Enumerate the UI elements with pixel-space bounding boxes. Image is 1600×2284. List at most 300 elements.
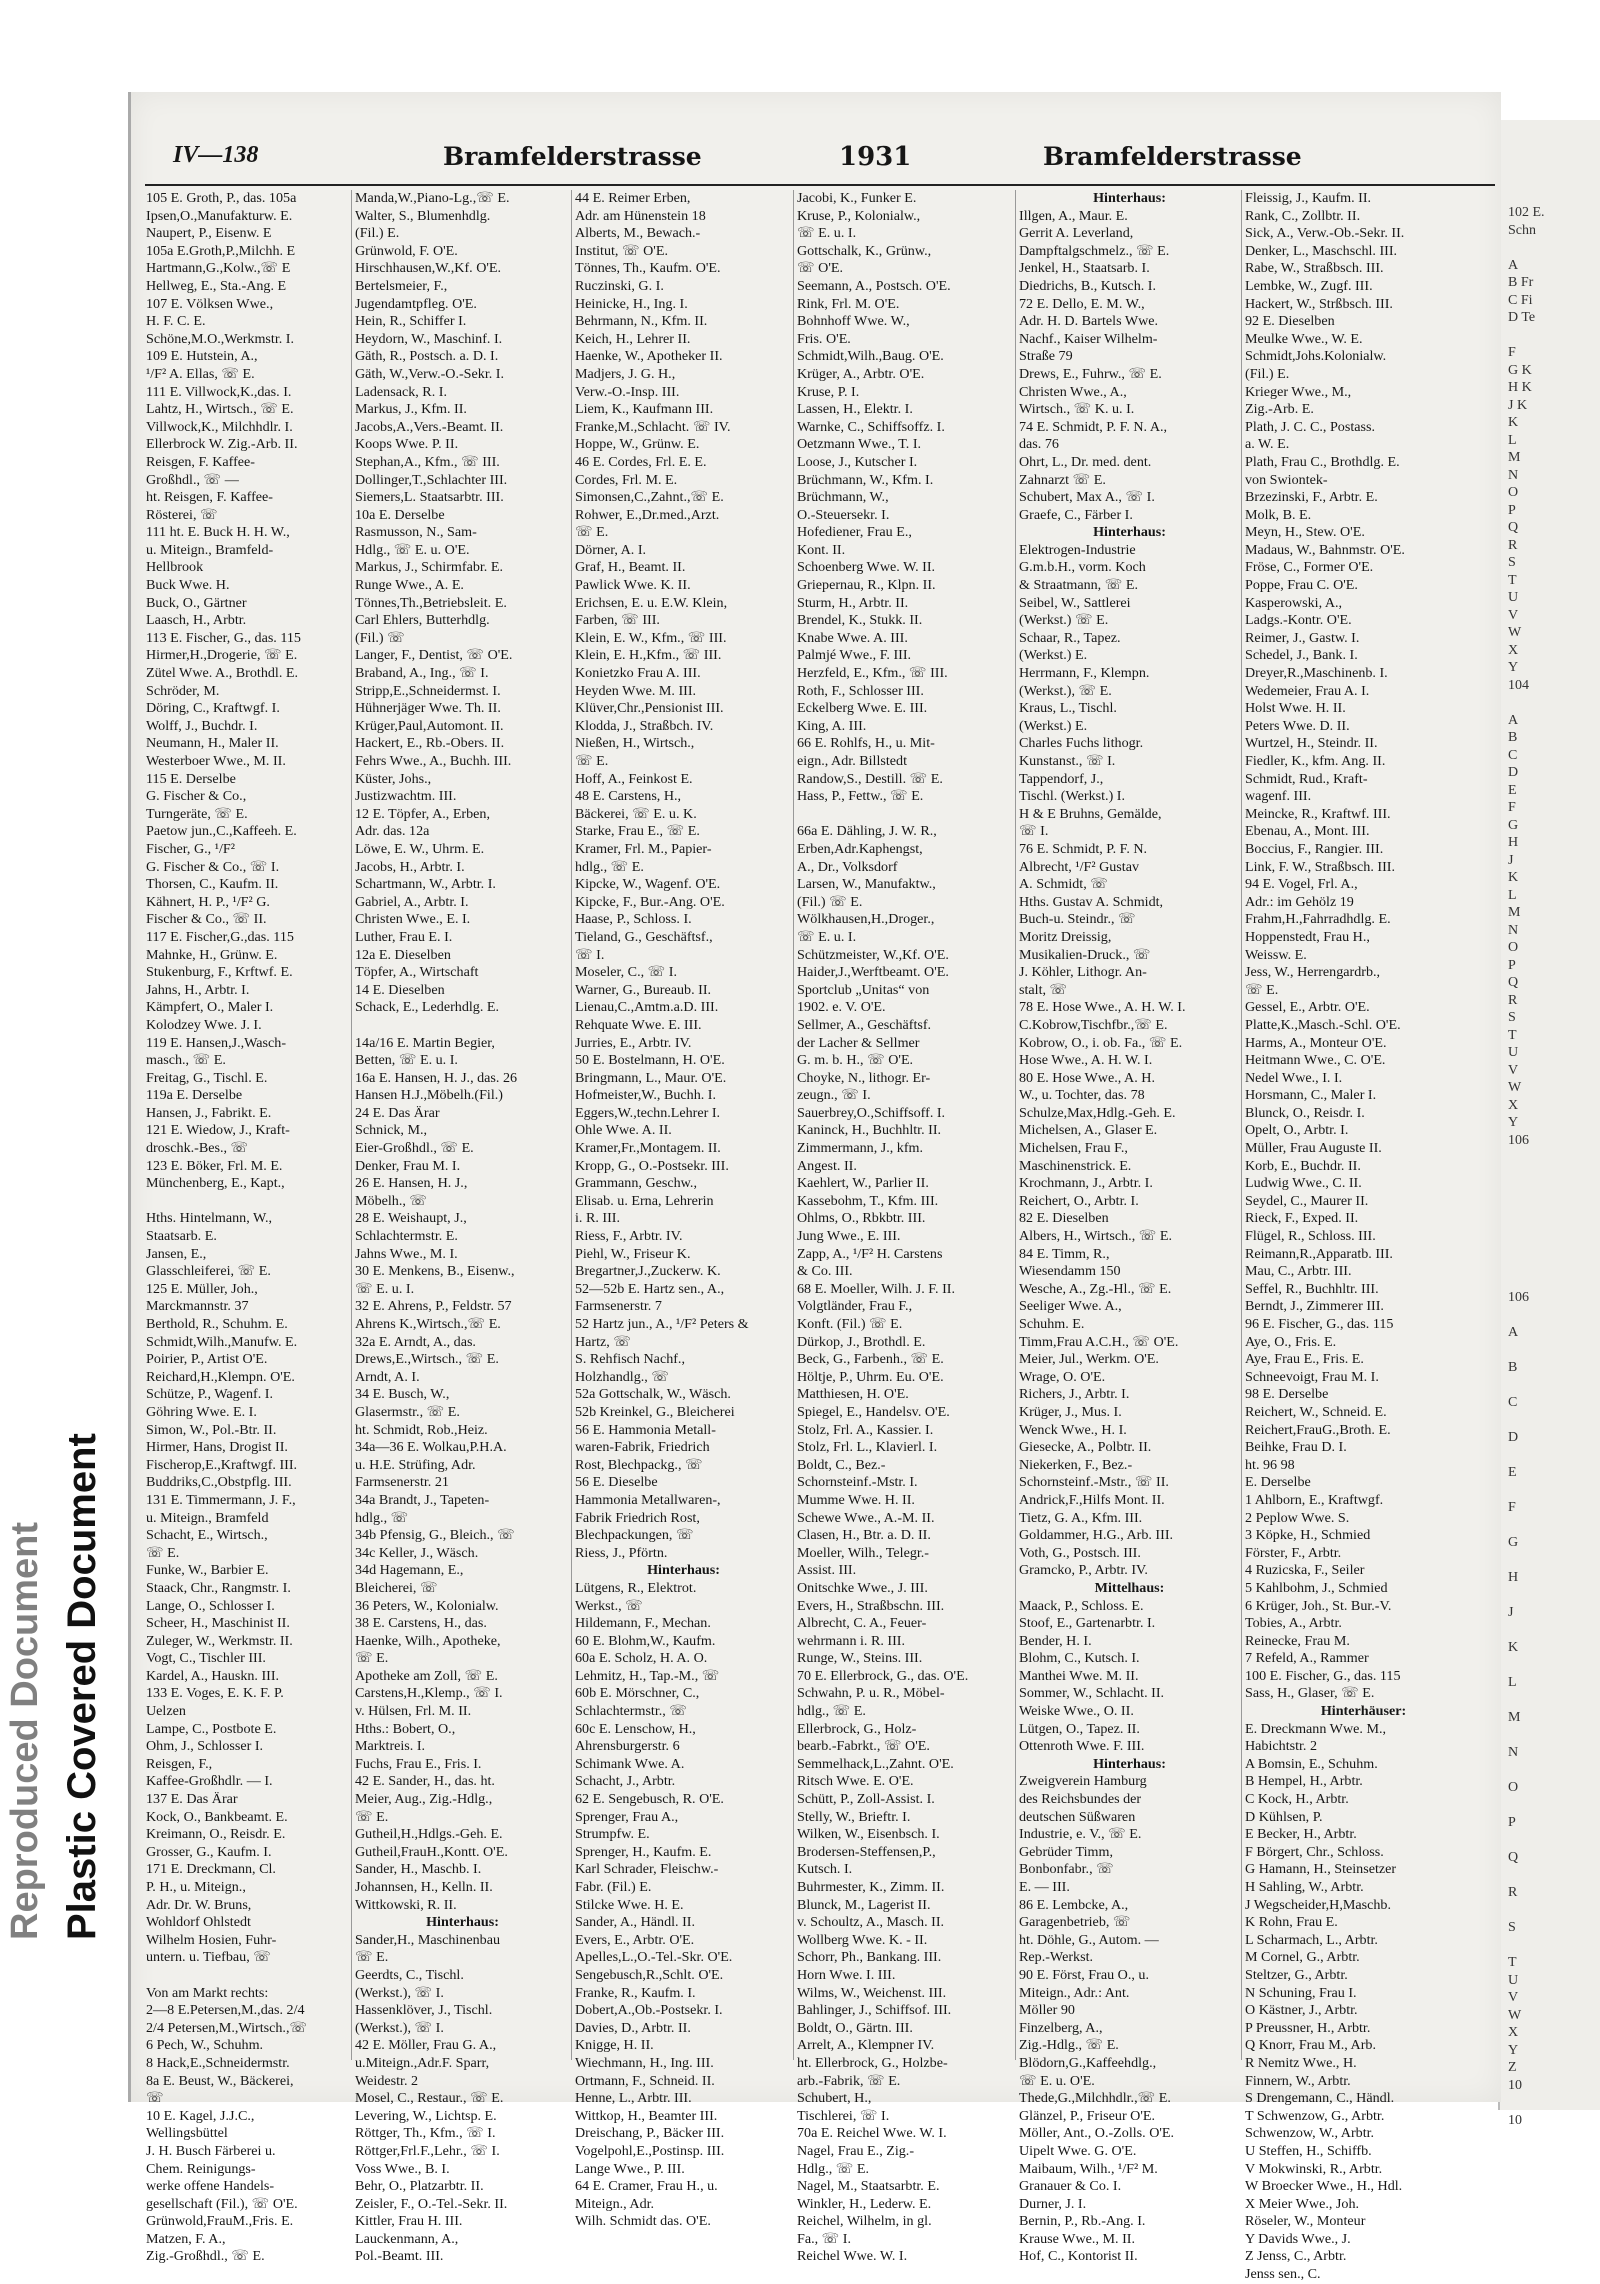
directory-entry: Stelly, W., Brieftr. I. (797, 1808, 911, 1825)
directory-entry: Neumann, H., Maler II. (146, 735, 279, 752)
directory-entry: G. Fischer & Co., (146, 788, 247, 805)
edge-entry: G (1508, 1535, 1519, 1550)
directory-entry: 96 E. Fischer, G., das. 115 (1245, 1316, 1394, 1332)
directory-entry: Andrick,F.,Hilfs Mont. II. (1019, 1491, 1165, 1508)
directory-entry: Jugendamtpfleg. O'E. (355, 295, 477, 312)
directory-entry: Meulke Wwe., W. E. (1245, 330, 1363, 347)
directory-entry: J. Köhler, Lithogr. An- (1019, 964, 1147, 981)
directory-entry: Klein, E. W., Kfm., ☏ III. (575, 629, 727, 646)
directory-entry: Kropp, G., O.-Postsekr. III. (575, 1157, 729, 1174)
directory-entry: Liem, K., Kaufmann III. (575, 401, 714, 418)
directory-entry: Brendel, K., Stukk. II. (797, 612, 923, 629)
edge-entry: 10 (1508, 2112, 1522, 2128)
directory-entry: E. Dreckmann Wwe. M., (1245, 1720, 1387, 1737)
directory-entry: Moseler, C., ☏ I. (575, 964, 678, 981)
directory-entry: Erben,Adr.Kaphengst, (797, 840, 923, 857)
directory-entry: Matzen, F. A., (146, 2230, 226, 2247)
edge-entry: S (1508, 555, 1516, 570)
directory-entry: Ohle Wwe. A. II. (575, 1122, 672, 1139)
directory-entry: Eckelberg Wwe. E. III. (797, 700, 928, 717)
directory-entry: 16a E. Hansen, H. J., das. 26 (355, 1069, 518, 1086)
directory-column-1 (143, 190, 349, 2265)
directory-entry: Evers, H., Straßbschn. III. (797, 1597, 945, 1614)
directory-entry: Kruse, P. I. (797, 383, 860, 400)
directory-entry: Röttger,Frl.F.,Lehr., ☏ I. (355, 2142, 500, 2159)
directory-entry: Niekerken, F., Bez.- (1019, 1456, 1133, 1473)
edge-entry: 102 E. (1508, 205, 1545, 220)
directory-entry: Behr, O., Platzarbtr. II. (355, 2178, 484, 2195)
directory-entry: Illgen, A., Maur. E. (1019, 207, 1128, 224)
directory-entry: Sander, H., Maschb. I. (355, 1861, 482, 1878)
edge-entry: H (1508, 1570, 1519, 1585)
directory-entry: 34a Brandt, J., Tapeten- (355, 1491, 490, 1508)
directory-entry: Möbelh., ☏ (355, 1192, 428, 1209)
directory-entry: Funke, W., Barbier E. (146, 1562, 269, 1579)
directory-entry: Seeliger Wwe. A., (1019, 1298, 1122, 1315)
directory-entry: 90 E. Först, Frau O., u. (1019, 1966, 1149, 1983)
directory-entry: ht. Reisgen, F. Kaffee- (146, 489, 273, 506)
directory-entry: Hoppenstedt, Frau H., (1245, 928, 1370, 945)
directory-entry: Stilcke Wwe. H. E. (575, 1896, 684, 1913)
directory-entry: (Werkst.), ☏ I. (355, 1984, 444, 2001)
directory-entry: G. Fischer & Co., ☏ I. (146, 858, 280, 875)
edge-entry (1508, 1184, 1598, 1202)
directory-entry: Brüchmann, W., Kfm. I. (797, 471, 934, 488)
directory-entry: Göhring Wwe. E. I. (146, 1403, 257, 1420)
directory-entry: ht. 96 98 (1245, 1456, 1295, 1473)
edge-entry: B (1508, 1360, 1518, 1375)
directory-entry: Blödorn,G.,Kaffeehdlg., (1019, 2054, 1157, 2071)
directory-entry: 38 E. Carstens, H., das. (355, 1615, 487, 1632)
edge-entry: T (1508, 572, 1517, 588)
directory-entry: Küster, Johs., (355, 770, 432, 787)
directory-entry: Ohm, J., Schlosser I. (146, 1738, 264, 1755)
directory-entry: Angest. II. (797, 1157, 857, 1174)
directory-entry: Albers, H., Wirtsch., ☏ E. (1019, 1228, 1173, 1245)
directory-entry: Rep.-Werkst. (1019, 1949, 1094, 1966)
directory-entry: Weiske Wwe., O. II. (1019, 1703, 1134, 1720)
directory-entry: Sportclub „Unitas“ von (797, 981, 930, 998)
directory-entry: Matthiesen, H. O'E. (797, 1386, 909, 1403)
directory-entry: Haase, P., Schloss. I. (575, 911, 692, 928)
directory-entry: H Sahling, W., Arbtr. (1245, 1879, 1364, 1895)
directory-entry: Wedemeier, Frau A. I. (1245, 682, 1370, 699)
directory-entry: R Nemitz Wwe., H. (1245, 2054, 1357, 2071)
directory-entry: waren-Fabrik, Friedrich (575, 1439, 710, 1456)
edge-entry: Q (1508, 1850, 1519, 1865)
edge-entry (1508, 1587, 1598, 1605)
edge-entry (1508, 239, 1598, 257)
directory-entry: Hirmer, Hans, Drogist II. (146, 1439, 288, 1456)
directory-entry: Dreischang, P., Bäcker III. (575, 2125, 725, 2142)
directory-entry: 36 Peters, W., Kolonialw. (355, 1597, 499, 1614)
directory-entry: Platte,K.,Masch.-Schl. O'E. (1245, 1016, 1401, 1033)
directory-entry: 52—52b E. Hartz sen., A., (575, 1280, 725, 1297)
directory-entry: Blunck, O., Reisdr. I. (1245, 1104, 1365, 1121)
directory-entry: Warner, G., Bureaub. II. (575, 981, 712, 998)
directory-entry: Schacht, E., Wirtsch., (146, 1527, 268, 1544)
directory-entry: Boldt, O., Gärtn. III. (797, 2019, 913, 2036)
directory-entry: Hose Wwe., A. H. W. I. (1019, 1052, 1153, 1069)
directory-entry: Uipelt Wwe. G. O'E. (1019, 2142, 1137, 2159)
directory-entry: Heitmann Wwe., C. O'E. (1245, 1052, 1386, 1069)
directory-entry: Spiegel, E., Handelsv. O'E. (797, 1403, 950, 1420)
directory-entry: Wilh. Schmidt das. O'E. (575, 2213, 711, 2230)
directory-entry: Hansen, J., Fabrikt. E. (146, 1104, 272, 1121)
directory-entry: Behrmann, N., Kfm. II. (575, 313, 708, 330)
directory-entry: Zig.-Arb. E. (1245, 401, 1314, 418)
edge-entry (1508, 1692, 1598, 1710)
directory-entry: U Steffen, H., Schiffb. (1245, 2142, 1372, 2159)
directory-entry: Davies, D., Arbtr. II. (575, 2019, 691, 2036)
directory-entry: 1 Ahlborn, E., Kraftwgf. (1245, 1491, 1384, 1508)
edge-entry: Schn (1508, 222, 1536, 238)
directory-entry: Fabr. (Fil.) E. (575, 1879, 652, 1895)
directory-column-2 (351, 190, 570, 2265)
directory-entry: Sengebusch,R.,Schlt. O'E. (575, 1966, 724, 1983)
directory-entry: 60 E. Blohm,W., Kaufm. (575, 1632, 716, 1649)
directory-entry: Holzhandlg., ☏ (575, 1368, 669, 1385)
directory-entry: Sick, A., Verw.-Ob.-Sekr. II. (1245, 225, 1405, 242)
edge-entry: Y (1508, 660, 1519, 675)
edge-entry: N (1508, 922, 1519, 938)
directory-entry: u. Miteign., Bramfeld (146, 1509, 269, 1526)
directory-entry: Kolodzey Wwe. J. I. (146, 1016, 262, 1033)
edge-entry: K (1508, 415, 1519, 430)
directory-entry: Rehquate Wwe. E. III. (575, 1016, 702, 1033)
directory-entry: Wolff, J., Buchdr. I. (146, 717, 258, 734)
directory-entry: Simon, W., Pol.-Btr. II. (146, 1421, 277, 1438)
directory-entry: Oetzmann Wwe., T. I. (797, 436, 922, 453)
directory-entry: Stolz, Frl. A., Kassier. I. (797, 1421, 934, 1438)
directory-entry: Rank, C., Zollbtr. II. (1245, 207, 1361, 224)
directory-entry: Schoenberg Wwe. W. II. (797, 559, 936, 576)
binder-label (4, 1180, 139, 1940)
directory-entry: Hellweg, E., Sta.-Ang. E (146, 277, 287, 294)
directory-entry: u. Miteign., Bramfeld- (146, 541, 274, 558)
directory-entry: 115 E. Derselbe (146, 770, 236, 787)
directory-entry: Gessel, E., Arbtr. O'E. (1245, 999, 1370, 1016)
directory-entry: Förster, F., Arbtr. (1245, 1544, 1342, 1561)
edge-entry: U (1508, 590, 1519, 605)
edge-entry: W (1508, 2007, 1522, 2023)
directory-entry: Buck Wwe. H. (146, 577, 230, 594)
edge-entry: U (1508, 1045, 1519, 1060)
directory-entry: Kramer,Fr.,Montagem. II. (575, 1140, 721, 1157)
directory-entry: Eier-Großhdl., ☏ E. (355, 1140, 474, 1157)
directory-entry: ht. Döhle, G., Autom. — (1019, 1931, 1159, 1948)
edge-entry: V (1508, 1990, 1519, 2005)
directory-entry: 133 E. Voges, E. K. F. P. (146, 1685, 284, 1702)
directory-entry: u.Miteign.,Adr.F. Sparr, (355, 2054, 490, 2071)
directory-entry: Seydel, C., Maurer II. (1245, 1192, 1369, 1209)
section-heading: Hinterhaus: (1093, 1755, 1166, 1772)
directory-entry: Gutheil,H.,Hdlgs.-Geh. E. (355, 1826, 503, 1843)
directory-entry: Reinecke, Frau M. (1245, 1632, 1350, 1649)
edge-entry: T (1508, 1955, 1517, 1970)
directory-entry: Staatsarb. E. (146, 1228, 217, 1245)
directory-entry: a. W. E. (1245, 436, 1290, 453)
directory-entry: Rohwer, E.,Dr.med.,Arzt. (575, 506, 720, 523)
directory-entry: A., Dr., Volksdorf (797, 858, 898, 875)
directory-entry: Levering, W., Lichtsp. E. (355, 2107, 497, 2124)
directory-entry: Jacobi, K., Funker E. (797, 190, 917, 206)
edge-entry: R (1508, 537, 1518, 553)
directory-entry: Buddriks,C.,Obstpflg. III. (146, 1474, 292, 1491)
directory-entry: Tobies, A., Arbtr. (1245, 1615, 1342, 1632)
directory-entry: Franke,M.,Schlacht. ☏ IV. (575, 418, 731, 435)
directory-entry: Hths. Gustav A. Schmidt, (1019, 893, 1164, 910)
directory-entry: Madjers, J. G. H., (575, 365, 676, 382)
directory-entry: Schröder, M. (146, 682, 220, 699)
edge-entry: C Fi (1508, 292, 1533, 308)
directory-entry: Hackert, E., Rb.-Obers. II. (355, 735, 505, 752)
directory-entry: Wirtsch., ☏ K. u. I. (1019, 401, 1135, 418)
directory-entry: S Drengemann, C., Händl. (1245, 2090, 1395, 2107)
edge-entry (1508, 1377, 1598, 1395)
directory-entry: Musikalien-Druck., ☏ (1019, 946, 1151, 963)
directory-entry: Fa., ☏ I. (797, 2230, 852, 2247)
directory-entry: Krochmann, J., Arbtr. I. (1019, 1175, 1153, 1192)
directory-entry: Larsen, W., Manufaktw., (797, 876, 936, 893)
directory-entry: Marktreis. I. (355, 1738, 426, 1755)
edge-entry: V (1508, 1062, 1519, 1078)
directory-entry: (Fil.) ☏ (355, 629, 405, 646)
directory-entry: Wohldorf Ohlstedt (146, 1914, 251, 1931)
directory-entry: O.-Steuersekr. I. (797, 506, 890, 523)
directory-entry: Semmelhack,L.,Zahnt. O'E. (797, 1755, 954, 1772)
directory-entry: Blohm, C., Kutsch. I. (1019, 1650, 1140, 1667)
directory-entry: Zweigverein Hamburg (1019, 1773, 1147, 1790)
edge-entry: L (1508, 1675, 1517, 1690)
directory-entry: Hofmeister,W., Buchh. I. (575, 1087, 716, 1104)
directory-entry: Hassenklöver, J., Tischl. (355, 2002, 493, 2019)
directory-entry: Hof, C., Kontorist II. (1019, 2248, 1138, 2265)
directory-entry: Wenck Wwe., H. I. (1019, 1421, 1127, 1438)
directory-entry: Knabe Wwe. A. III. (797, 629, 908, 646)
year: 1931 (839, 142, 912, 172)
directory-entry: Bohnhoff Wwe. W., (797, 313, 910, 330)
directory-entry: Vogt, C., Tischler III. (146, 1650, 266, 1667)
directory-entry: ☏ E. (355, 1808, 389, 1825)
directory-entry: Dörner, A. I. (575, 541, 647, 558)
directory-entry: das. 76 (1019, 436, 1059, 453)
directory-entry: Tietz, G. A., Kfm. III. (1019, 1509, 1143, 1526)
directory-entry: Bäckerei, ☏ E. u. K. (575, 805, 697, 822)
directory-entry: Haenke, Wilh., Apotheke, (355, 1632, 501, 1649)
directory-entry: G. m. b. H., ☏ O'E. (797, 1052, 914, 1069)
directory-entry: Haider,J.,Werftbeamt. O'E. (797, 964, 949, 981)
directory-entry: Simonsen,C.,Zahnt.,☏ E. (575, 489, 724, 506)
directory-entry: (Werkst.) ☏ E. (1019, 612, 1109, 629)
directory-entry: Zapp, A., ¹/F² H. Carstens (797, 1245, 943, 1262)
directory-entry: Schützmeister, W.,Kf. O'E. (797, 946, 949, 963)
directory-entry: Gäth, R., Postsch. a. D. I. (355, 348, 499, 365)
street-name-left: Bramfelderstrasse (443, 142, 702, 171)
directory-entry: Großhdl., ☏ — (146, 471, 239, 488)
directory-entry: Christen Wwe., E. I. (355, 911, 471, 928)
directory-entry: 2—8 E.Petersen,M.,das. 2/4 (146, 2002, 305, 2019)
directory-entry: Knigge, H. II. (575, 2037, 654, 2054)
directory-entry: Schornsteinf.-Mstr., ☏ II. (1019, 1474, 1169, 1491)
directory-entry: Schimank Wwe. A. (575, 1755, 685, 1772)
directory-entry: 34b Pfensig, G., Bleich., ☏ (355, 1527, 515, 1544)
edge-entry (1508, 1867, 1598, 1885)
directory-entry: 42 E. Sander, H., das. ht. (355, 1773, 495, 1790)
directory-entry: Kraus, L., Tischl. (1019, 700, 1117, 717)
edge-entry: A (1508, 257, 1519, 273)
directory-entry (143, 1193, 349, 1211)
directory-entry: Zuleger, W., Werkmstr. II. (146, 1632, 293, 1649)
directory-entry: hdlg., ☏ E. (797, 1703, 866, 1720)
directory-entry: Reisgen, F., (146, 1755, 213, 1772)
directory-entry: Charles Fuchs lithogr. (1019, 735, 1144, 752)
directory-entry: Schubert, Max A., ☏ I. (1019, 489, 1155, 506)
edge-entry: W (1508, 625, 1522, 640)
directory-entry: Farben, ☏ III. (575, 612, 660, 629)
directory-entry: Staack, Chr., Rangmstr. I. (146, 1579, 291, 1596)
directory-entry: Paetow jun.,C.,Kaffeeh. E. (146, 823, 297, 840)
directory-entry: deutschen Süßwaren (1019, 1808, 1136, 1825)
directory-entry: Apotheke am Zoll, ☏ E. (355, 1667, 498, 1684)
edge-entry (1508, 1412, 1598, 1430)
edge-entry (1508, 1727, 1598, 1745)
directory-entry: 60a E. Scholz, H. A. O. (575, 1650, 708, 1667)
directory-entry: Möller 90 (1019, 2002, 1075, 2019)
directory-entry: D Kühlsen, P. (1245, 1808, 1323, 1825)
directory-entry: Moritz Dreissig, (1019, 928, 1112, 945)
directory-entry: Buch-u. Steindr., ☏ (1019, 911, 1136, 928)
directory-entry: Industrie, e. V., ☏ E. (1019, 1826, 1142, 1843)
directory-entry: Turngeräte, ☏ E. (146, 805, 248, 822)
directory-entry: Kont. II. (797, 541, 846, 558)
directory-entry: Hansen H.J.,Möbelh.(Fil.) (355, 1087, 503, 1104)
directory-entry: 80 E. Hose Wwe., A. H. (1019, 1069, 1155, 1086)
directory-entry: 12a E. Dieselben (355, 946, 451, 963)
directory-entry: Jenkel, H., Staatsarb. I. (1019, 260, 1150, 277)
directory-entry: Ipsen,O.,Manufakturw. E. (146, 207, 293, 224)
page-number: IV—138 (173, 142, 259, 168)
directory-entry: Sass, H., Glaser, ☏ E. (1245, 1685, 1375, 1702)
directory-entry: 14a/16 E. Martin Begier, (355, 1034, 495, 1051)
directory-entry: Finzelberg, A., (1019, 2019, 1103, 2036)
directory-column-4 (793, 190, 1014, 2265)
edge-entry (1508, 1622, 1598, 1640)
directory-entry: 171 E. Dreckmann, Cl. (146, 1861, 276, 1878)
directory-entry: 94 E. Vogel, Frl. A., (1245, 876, 1358, 893)
directory-entry: Heydorn, W., Maschinf. I. (355, 330, 503, 347)
directory-entry: Diedrichs, B., Kutsch. I. (1019, 277, 1157, 294)
directory-entry: von Swiontek- (1245, 471, 1328, 488)
directory-entry: Betten, ☏ E. u. I. (355, 1052, 458, 1069)
directory-entry: 2 Peplow Wwe. S. (1245, 1509, 1350, 1526)
directory-entry: ☏ E. u. O'E. (1019, 2072, 1095, 2089)
directory-entry: Maack, P., Schloss. E. (1019, 1597, 1144, 1614)
directory-entry: F Börgert, Chr., Schloss. (1245, 1843, 1384, 1860)
directory-entry: Schwenzow, W., Arbtr. (1245, 2125, 1375, 2142)
edge-entry (1508, 1832, 1598, 1850)
directory-entry: Zimmermann, J., kfm. (797, 1140, 924, 1157)
directory-entry: 98 E. Derselbe (1245, 1386, 1329, 1403)
directory-entry: Roth, F., Schlosser III. (797, 682, 924, 699)
directory-entry: 34c Keller, J., Wäsch. (355, 1544, 479, 1561)
directory-entry: Möller, Ant., O.-Zolls. O'E. (1019, 2125, 1175, 2142)
directory-entry: Strumpfw. E. (575, 1826, 650, 1843)
directory-entry: Tönnes,Th.,Betriebsleit. E. (355, 594, 507, 611)
edge-entry: H K (1508, 380, 1532, 395)
directory-entry: Assist. III. (797, 1562, 857, 1579)
directory-entry: gesellschaft (Fil.), ☏ O'E. (146, 2195, 298, 2212)
directory-entry: ☏ I. (1019, 823, 1049, 840)
directory-entry: 74 E. Schmidt, P. F. N. A., (1019, 418, 1168, 435)
edge-entry: L (1508, 887, 1517, 903)
edge-entry (1508, 1657, 1598, 1675)
directory-entry: 86 E. Lembcke, A., (1019, 1896, 1129, 1913)
directory-entry: O Kästner, J., Arbtr. (1245, 2002, 1358, 2019)
directory-entry: Habichtstr. 2 (1245, 1738, 1318, 1755)
directory-entry: Lahtz, H., Wirtsch., ☏ E. (146, 401, 294, 418)
edge-entry: J (1508, 852, 1514, 868)
directory-entry: Giesecke, A., Polbtr. II. (1019, 1439, 1152, 1456)
directory-entry: Hoppe, W., Grünw. E. (575, 436, 700, 453)
directory-entry: Dreyer,R.,Maschinenb. I. (1245, 665, 1388, 682)
directory-entry: Töpfer, A., Wirtschaft (355, 964, 479, 981)
directory-entry: Nießen, H., Wirtsch., (575, 735, 695, 752)
directory-column-6 (1241, 190, 1482, 2283)
directory-entry: Adr. H. D. Bartels Wwe. (1019, 313, 1159, 330)
directory-entry: (Fil.) ☏ E. (797, 893, 863, 910)
directory-entry: Gramcko, P., Arbtr. IV. (1019, 1562, 1148, 1579)
directory-entry: Riess, J., Pförtn. (575, 1544, 668, 1561)
directory-entry: 92 E. Dieselben (1245, 313, 1335, 330)
directory-entry: Kreimann, O., Reisdr. E. (146, 1826, 286, 1843)
street-name-right: Bramfelderstrasse (1043, 142, 1302, 171)
directory-entry: Durner, J. I. (1019, 2195, 1087, 2212)
directory-entry: Runge, W., Steins. III. (797, 1650, 923, 1667)
directory-entry: Reisgen, F. Kaffee- (146, 453, 255, 470)
directory-entry: Horn Wwe. I. III. (797, 1966, 896, 1983)
directory-entry: Stoof, E., Gartenarbtr. I. (1019, 1615, 1156, 1632)
directory-entry: Mau, C., Arbtr. III. (1245, 1263, 1352, 1280)
directory-entry: Randow,S., Destill. ☏ E. (797, 770, 943, 787)
directory-entry: Z Jenss, C., Arbtr. (1245, 2248, 1347, 2265)
edge-entry: G K (1508, 362, 1532, 378)
edge-entry (1508, 2094, 1598, 2112)
directory-entry: stalt, ☏ (1019, 981, 1068, 998)
directory-entry: Alberts, M., Bewach.- (575, 225, 701, 242)
directory-entry: wagenf. III. (1245, 788, 1312, 805)
directory-entry: 68 E. Moeller, Wilh. J. F. II. (797, 1280, 955, 1297)
directory-entry: (Fil.) E. (355, 225, 400, 242)
edge-entry: Q (1508, 975, 1519, 990)
directory-entry: Seffel, R., Buchhltr. III. (1245, 1280, 1379, 1297)
directory-entry: hdlg., ☏ E. (575, 858, 644, 875)
directory-entry: Wittkowski, R. II. (355, 1896, 457, 1913)
directory-entry: Hths.: Bobert, O., (355, 1720, 456, 1737)
directory-entry: u. H.E. Strüfing, Adr. (355, 1456, 476, 1473)
directory-entry: Tönnes, Th., Kaufm. O'E. (575, 260, 721, 277)
directory-entry: Bahlinger, J., Schiffsof. III. (797, 2002, 952, 2019)
directory-entry: Elektrogen-Industrie (1019, 541, 1136, 558)
directory-entry: Schütt, P., Zoll-Assist. I. (797, 1791, 935, 1808)
section-heading: Hinterhaus: (1093, 190, 1166, 206)
directory-entry: Brzezinski, F., Arbtr. E. (1245, 489, 1378, 506)
directory-entry: Ohrt, L., Dr. med. dent. (1019, 453, 1152, 470)
directory-entry: bearb.-Fabrkt., ☏ O'E. (797, 1738, 930, 1755)
directory-entry: Wiechmann, H., Ing. III. (575, 2054, 714, 2071)
directory-entry: Schmidt, Rud., Kraft- (1245, 770, 1368, 787)
directory-entry: Wurtzel, H., Steindr. II. (1245, 735, 1378, 752)
